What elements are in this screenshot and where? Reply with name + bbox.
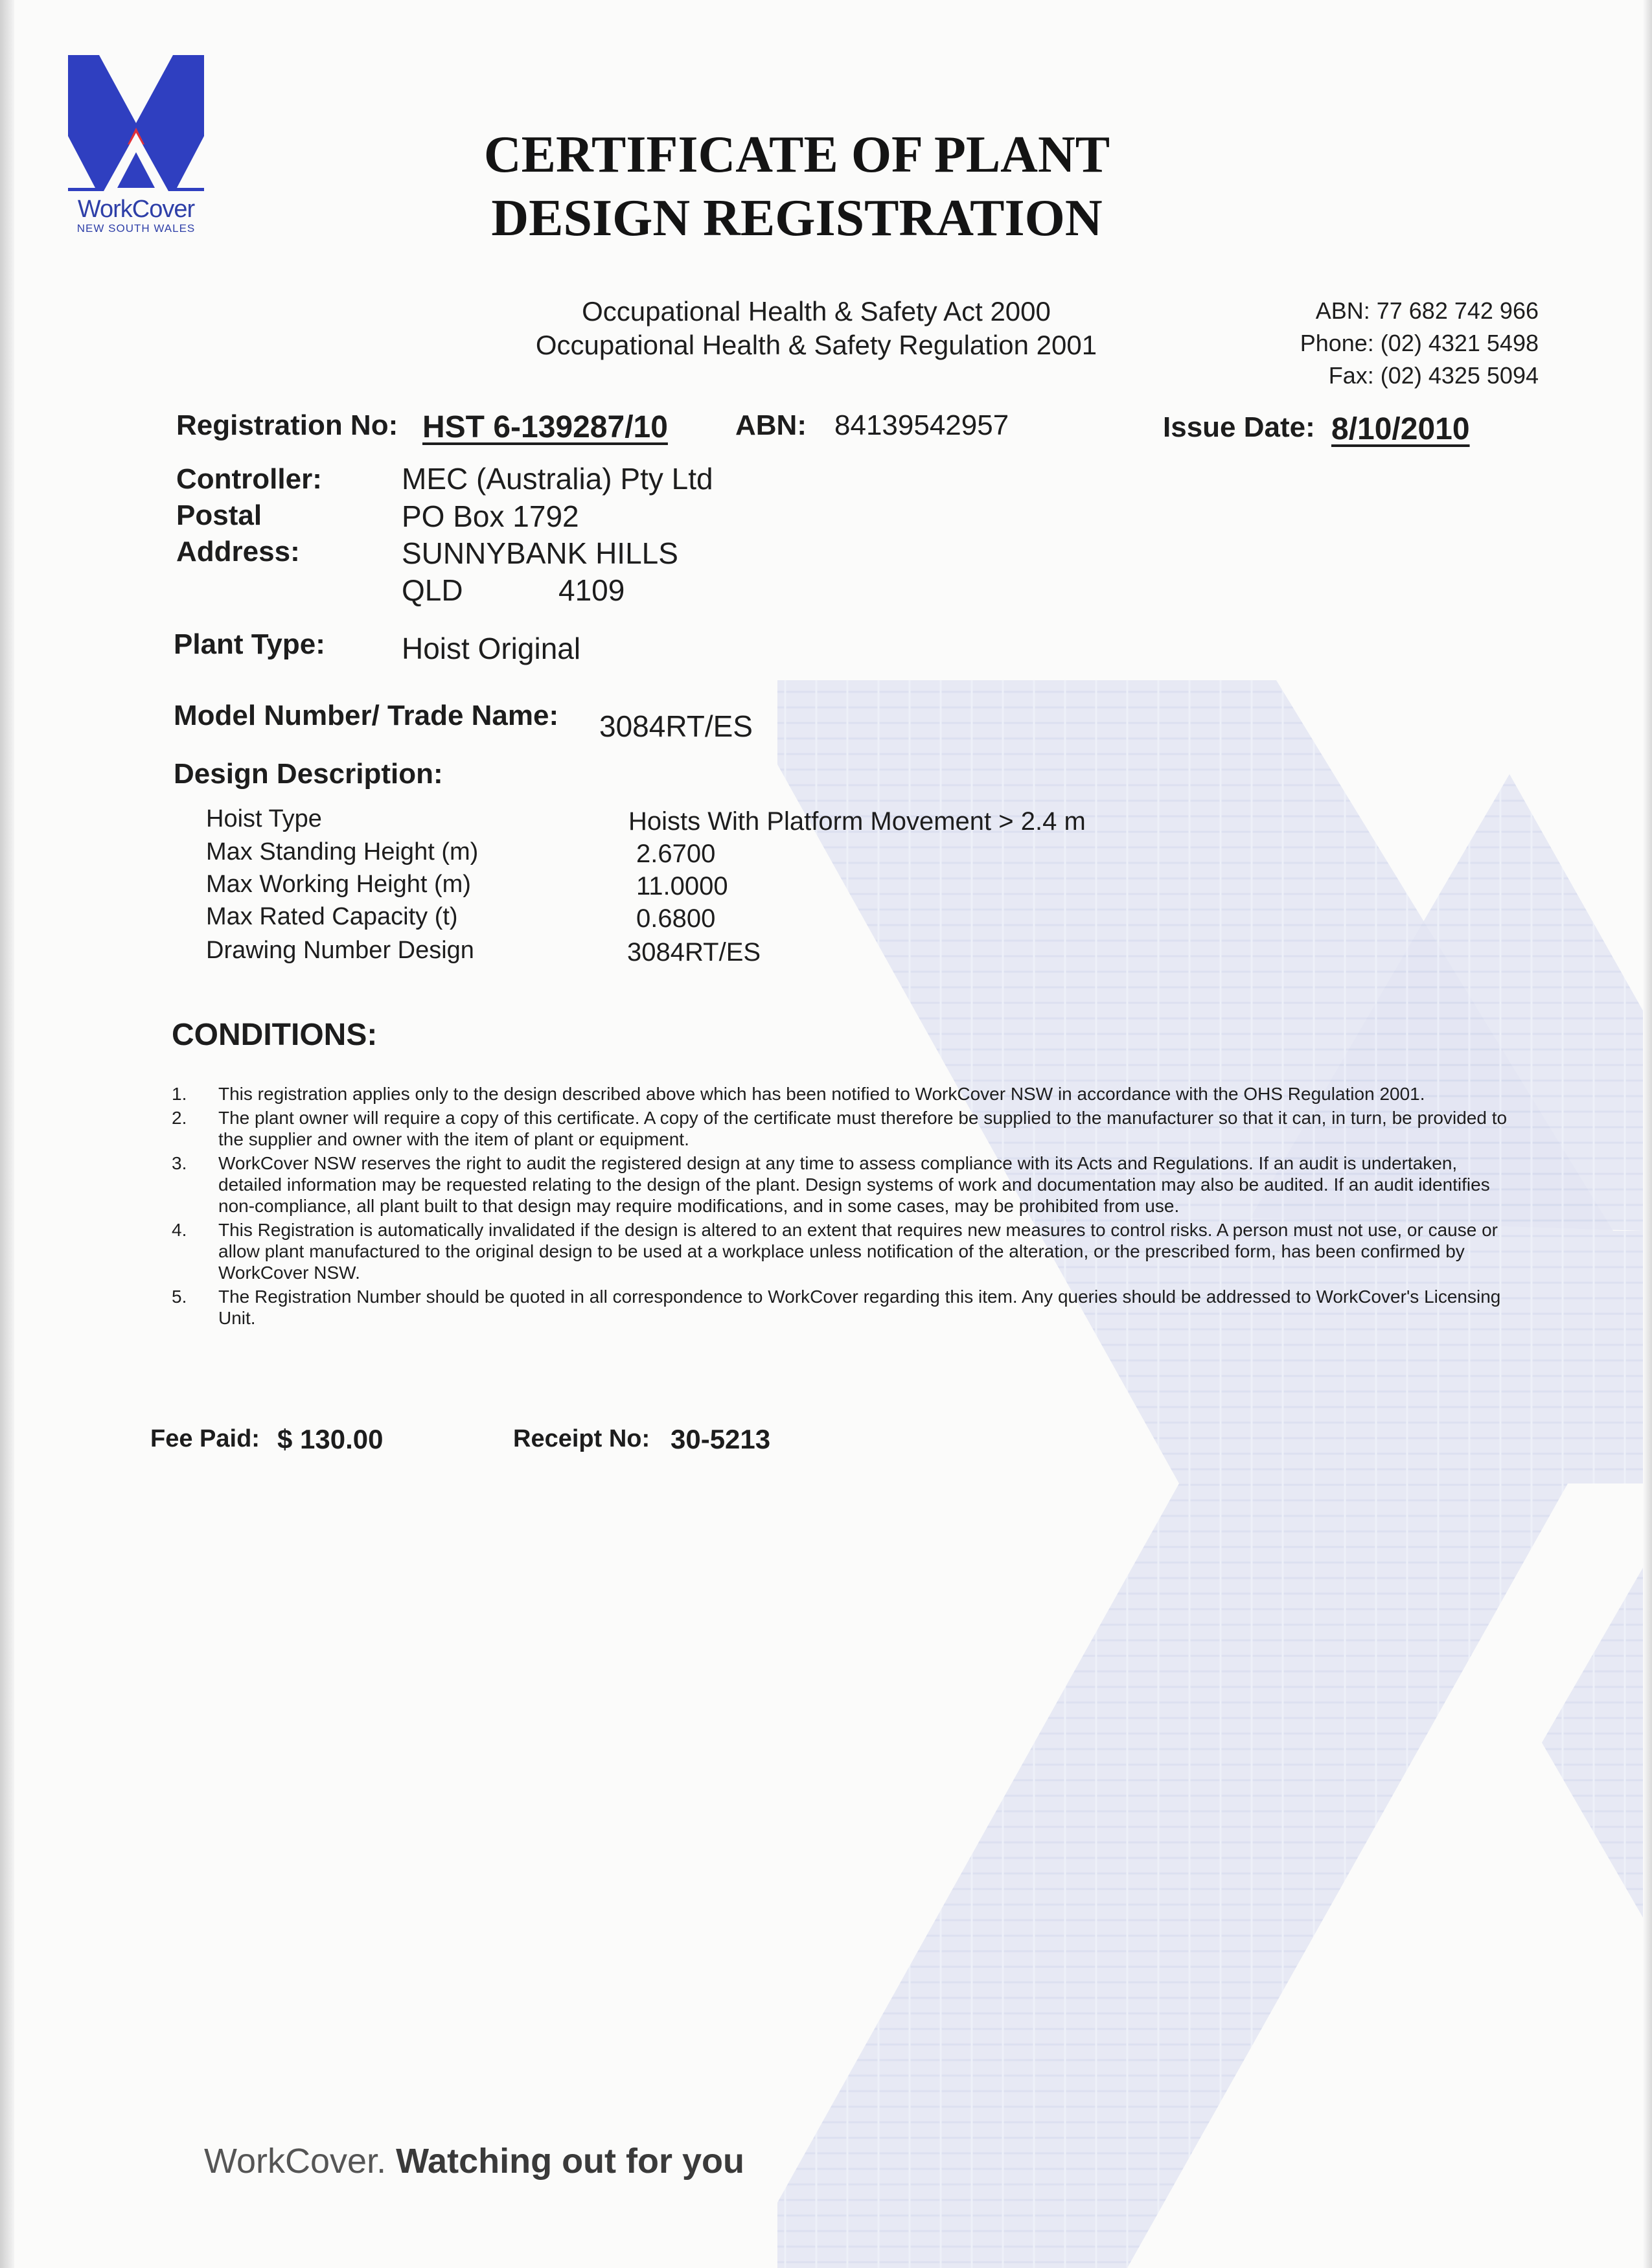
regulation-name: Occupational Health & Safety Regulation 2001 <box>535 330 1097 360</box>
certificate-title <box>402 123 1192 250</box>
controller-name: MEC (Australia) Pty Ltd <box>402 462 713 496</box>
registration-label: Registration No: <box>176 409 398 441</box>
design-description-heading: Design Description: <box>174 758 443 790</box>
condition-number: 4. <box>172 1220 187 1240</box>
conditions-list <box>172 1083 1519 1331</box>
condition-item <box>172 1107 1519 1150</box>
plant-type-label: Plant Type: <box>174 628 325 660</box>
design-value-rated-capacity: 0.6800 <box>636 904 716 933</box>
logo-wordmark <box>68 196 204 235</box>
po-box: PO Box 1792 <box>402 499 579 533</box>
issuer-phone: Phone: (02) 4321 5498 <box>1300 330 1539 356</box>
footer-slogan <box>204 2141 744 2181</box>
logo-subtitle: NEW SOUTH WALES <box>76 222 196 235</box>
issuer-contact <box>1300 295 1539 392</box>
applicant-abn-label: ABN: <box>735 409 807 441</box>
condition-number: 2. <box>172 1108 187 1128</box>
issue-date-label: Issue Date: <box>1163 411 1315 443</box>
fee-paid-label: Fee Paid: <box>150 1425 260 1452</box>
postcode: 4109 <box>558 573 625 607</box>
controller-label: Controller: <box>176 463 322 495</box>
design-label-standing-height: Max Standing Height (m) <box>206 838 479 865</box>
condition-text: The plant owner will require a copy of this certificate. A copy of the certificate must therefore be supplied to the manufacturer so that it can, in turn, be provided to the supplier and owner with the item of plant or equipment. <box>218 1108 1508 1149</box>
footer-tagline: Watching out for you <box>396 2142 745 2181</box>
address-label: Address: <box>176 536 300 567</box>
condition-item <box>172 1152 1519 1217</box>
fee-paid-value: $ 130.00 <box>277 1424 384 1454</box>
conditions-heading: CONDITIONS: <box>172 1018 378 1052</box>
condition-item <box>172 1286 1519 1329</box>
act-name: Occupational Health & Safety Act 2000 <box>582 296 1051 326</box>
design-label-rated-capacity: Max Rated Capacity (t) <box>206 903 458 930</box>
design-value-drawing-number: 3084RT/ES <box>627 938 761 967</box>
condition-number: 5. <box>172 1287 187 1307</box>
condition-item <box>172 1083 1519 1105</box>
legislation-references <box>492 295 1140 362</box>
design-label-working-height: Max Working Height (m) <box>206 871 471 898</box>
design-value-working-height: 11.0000 <box>636 872 728 900</box>
issuer-fax: Fax: (02) 4325 5094 <box>1328 362 1539 389</box>
title-line-2: DESIGN REGISTRATION <box>491 190 1103 247</box>
postal-label: Postal <box>176 499 262 531</box>
model-label: Model Number/ Trade Name: <box>174 700 559 731</box>
model-value: 3084RT/ES <box>599 709 753 743</box>
condition-number: 3. <box>172 1153 187 1173</box>
condition-item <box>172 1219 1519 1283</box>
design-value-standing-height: 2.6700 <box>636 840 716 868</box>
registration-number: HST 6-139287/10 <box>422 410 668 444</box>
suburb: SUNNYBANK HILLS <box>402 536 678 570</box>
design-label-hoist-type: Hoist Type <box>206 805 322 832</box>
condition-text: WorkCover NSW reserves the right to audit the registered design at any time to assess compliance with its Acts and Regulations. If an audit is undertaken, detailed information may be requested relating to the design of the plant. Design systems of work and documentation may also be audited. If an audit identifies non-compliance, all plant built to that design may require modifications, and in some cases, may be prohibited from use. <box>218 1153 1490 1216</box>
footer-brand: WorkCover. <box>204 2142 387 2181</box>
condition-text: This Registration is automatically invalidated if the design is altered to an extent that requires new measures to control risks. A person must not use, or cause or allow plant manufactured to the original design to be used at a workplace unless notification of the alteration, or the prescribed form, has been confirmed by WorkCover NSW. <box>218 1220 1498 1283</box>
title-line-1: CERTIFICATE OF PLANT <box>483 126 1110 183</box>
issue-date-value: 8/10/2010 <box>1331 412 1470 446</box>
receipt-label: Receipt No: <box>513 1425 650 1452</box>
condition-text: The Registration Number should be quoted in all correspondence to WorkCover regarding this item. Any queries should be addressed to WorkCover's Licensing Unit. <box>218 1287 1501 1328</box>
applicant-abn-value: 84139542957 <box>834 409 1009 441</box>
plant-type-value: Hoist Original <box>402 632 581 665</box>
design-label-drawing-number: Drawing Number Design <box>206 937 474 964</box>
state: QLD <box>402 573 463 607</box>
receipt-number: 30-5213 <box>671 1424 771 1454</box>
issuer-abn: ABN: 77 682 742 966 <box>1315 297 1539 324</box>
design-value-hoist-type: Hoists With Platform Movement > 2.4 m <box>628 807 1086 836</box>
condition-text: This registration applies only to the design described above which has been notified to WorkCover NSW in accordance with the OHS Regulation 2001. <box>218 1084 1425 1104</box>
logo-name: WorkCover <box>77 196 195 223</box>
condition-number: 1. <box>172 1084 187 1104</box>
